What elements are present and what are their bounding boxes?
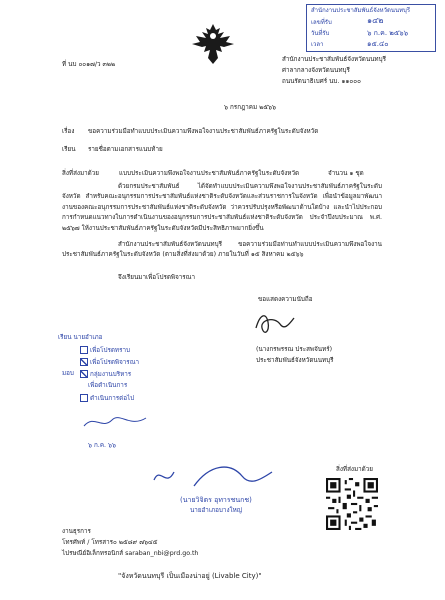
routing-assign-label: มอบ [62, 370, 74, 377]
enclosure-quantity: จำนวน ๑ ชุด [328, 170, 364, 177]
slogan: "จังหวัดนนทบุรี เป็นเมืองน่าอยู่ (Livable City)" [118, 572, 262, 580]
receipt-date-value: ๖ ก.ค. ๒๕๖๖ [367, 29, 409, 37]
footer-department: งานธุรการ [62, 528, 91, 535]
salutation-label: เรียน [62, 146, 76, 153]
routing-date: ๖ ก.ค. ๖๖ [88, 442, 117, 449]
deputy-signature-stroke [150, 458, 290, 496]
sender-office: สำนักงานประชาสัมพันธ์จังหวัดนนทบุรี [282, 56, 386, 63]
sender-hall: ศาลากลางจังหวัดนนทบุรี [282, 67, 350, 74]
document-number: ที่ นบ ๐๐๑๗/ว ๓๒๒ [62, 61, 116, 68]
routing-signature [80, 410, 150, 434]
receipt-time-label: เวลา [311, 41, 324, 48]
footer-phone: โทรศัพท์ / โทรสาร๐ ๒๕๘๙ ๗๖๔๕ [62, 539, 158, 546]
enclosure-label: สิ่งที่ส่งมาด้วย [62, 170, 99, 177]
subject-label: เรื่อง [62, 128, 75, 135]
body-paragraph-1: ด้วยกรมประชาสัมพันธ์ ได้จัดทำแบบประเมินความพึงพอใจงานประชาสัมพันธ์ภาครัฐในระดับจังหวัด สำหรับคณะอนุกรรมการประชาสัมพันธ์แห่งชาติระดับจังหวัดและส่วนราชการในจังหวัด เพื่อนำข้อมูลมาพัฒนางานของคณะอนุกรรมการประชาสัมพันธ์แห่งชาติระดับจังหวัด ว่าควรปรับปรุงหรือพัฒนาด้านใดบ้าง และนำไปประกอบการกำหนดแนวทางในการดำเนินงานของอนุกรรมการประชาสัมพันธ์แห่งชาติระดับจังหวัด ประจำปีงบประมาณ พ.ศ. ๒๕๖๗ ให้งานประชาสัมพันธ์ภาครัฐในระดับจังหวัดมีประสิทธิภาพมากยิ่งขึ้น [62, 183, 382, 232]
body-paragraph-2: สำนักงานประชาสัมพันธ์จังหวัดนนทบุรี ขอความร่วมมือท่านทำแบบประเมินความพึงพอใจงานประชาสัมพันธ์ภาครัฐในระดับจังหวัด (ตามสิ่งที่ส่งมาด้วย) ภายในวันที่ ๑๕ สิงหาคม ๒๕๖๖ [62, 241, 382, 259]
deputy-name: (นายวิจิตร อุทารชนกช) [180, 496, 252, 504]
regards-text: ขอแสดงความนับถือ [258, 296, 313, 303]
checkbox-icon [80, 346, 88, 354]
checkbox-checked-icon [80, 358, 88, 366]
checkbox-checked-icon [80, 370, 88, 378]
receipt-date-label: วันที่รับ [311, 30, 330, 37]
footer-email: ไปรษณีย์อิเล็กทรอนิกส์ saraban_nbi@prd.go.th [62, 550, 199, 557]
qr-caption: สิ่งที่ส่งมาด้วย [336, 466, 373, 473]
qr-code [326, 478, 378, 530]
receipt-stamp [306, 4, 436, 52]
garuda-emblem [190, 22, 236, 66]
routing-assign-detail: เพื่อดำเนินการ [88, 382, 128, 389]
checkbox-icon [80, 394, 88, 402]
signer-title: ประชาสัมพันธ์จังหวัดนนทบุรี [256, 357, 334, 364]
signer-name: (นางกรพรรณ ประสพจันทร์) [256, 346, 333, 353]
receipt-stamp-office: สำนักงานประชาสัมพันธ์จังหวัดนนทบุรี [311, 7, 411, 14]
sender-address: ถนนรัตนาธิเบศร์ นบ. ๑๑๐๐๐ [282, 78, 361, 85]
receipt-number-value: ๑๔๒ [367, 16, 384, 25]
receipt-time-value: ๑๕.๔๐ [367, 40, 389, 48]
deputy-title: นายอำเภอบางใหญ่ [190, 507, 243, 514]
routing-option-proceed: ดำเนินการต่อไป [80, 394, 134, 403]
routing-option-inform: เพื่อโปรดทราบ [80, 346, 130, 355]
routing-note-title: เรียน นายอำเภอ [58, 334, 103, 341]
routing-note [58, 334, 184, 454]
enclosure-text: แบบประเมินความพึงพอใจงานประชาสัมพันธ์ภาครัฐในระดับจังหวัด [119, 170, 300, 177]
receipt-number-label: เลขที่รับ [311, 19, 332, 26]
closing-request: จึงเรียนมาเพื่อโปรดพิจารณา [118, 274, 196, 281]
routing-option-consider: เพื่อโปรดพิจารณา [80, 358, 139, 367]
signer-signature [250, 306, 300, 340]
routing-option-assign: กลุ่มงานบริหาร [80, 370, 131, 379]
subject-text: ขอความร่วมมือทำแบบประเมินความพึงพอใจงานประชาสัมพันธ์ภาครัฐในระดับจังหวัด [88, 128, 319, 135]
letter-date: ๖ กรกฎาคม ๒๕๖๖ [224, 104, 277, 111]
salutation-text: รายชื่อตามเอกสารแนบท้าย [88, 146, 163, 153]
